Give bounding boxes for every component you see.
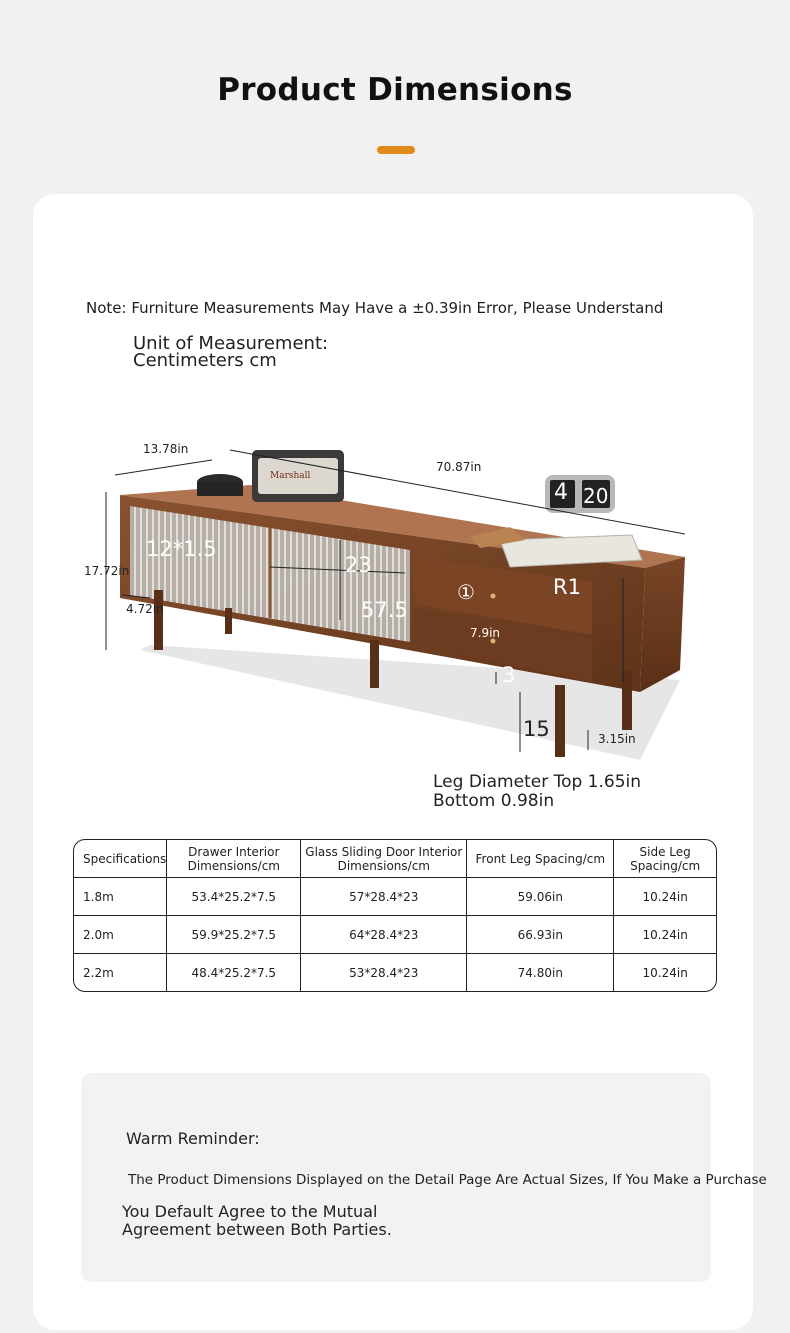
table-cell: 59.9*25.2*7.5: [167, 916, 301, 954]
cabinet-side: [640, 557, 685, 692]
leg-front-right: [555, 685, 565, 757]
leg-spacing-side-label: 4.72in: [126, 602, 164, 616]
warm-reminder-box: [81, 1073, 767, 1282]
header-side-leg-spacing: Side Leg Spacing/cm: [614, 840, 716, 878]
table-cell: 57*28.4*23: [301, 878, 467, 916]
reminder-title: Warm Reminder:: [126, 1129, 260, 1148]
table-cell: 10.24in: [614, 878, 716, 916]
door-height-label: 23: [345, 553, 372, 577]
specifications-table: [73, 839, 717, 992]
leg-diameter-note: [433, 773, 641, 811]
table-cell: 2.0m: [74, 916, 167, 954]
table-cell: 1.8m: [74, 878, 167, 916]
table-row: [74, 916, 716, 954]
table-header-row: [74, 840, 716, 878]
header-front-leg-spacing: Front Leg Spacing/cm: [467, 840, 614, 878]
table-row: [74, 878, 716, 916]
drawer-gap-label: 3: [502, 663, 516, 687]
unit-of-measurement: [133, 335, 328, 369]
svg-text:Marshall: Marshall: [270, 471, 311, 481]
unit-line-1: Unit of Measurement:: [133, 333, 329, 354]
title-accent-bar: [377, 146, 415, 154]
reminder-text-line-2a: You Default Agree to the Mutual: [122, 1202, 378, 1221]
leg-front-left: [154, 590, 163, 650]
clock-minute: 20: [583, 484, 609, 508]
table-cell: 10.24in: [642, 965, 688, 980]
leg-offset-label: 3.15in: [598, 732, 636, 746]
table-cell: 64*28.4*23: [301, 916, 467, 954]
table-cell: 74.80in: [467, 954, 614, 991]
tv-cabinet-dimension-figure: [80, 430, 720, 830]
height-label: 17.72in: [84, 564, 130, 578]
radius-label: R1: [553, 575, 581, 599]
table-row: [74, 954, 716, 991]
page-title: Product Dimensions: [217, 72, 573, 108]
depth-label: 13.78in: [143, 442, 189, 456]
tv-cabinet-illustration: [80, 430, 720, 830]
leg-height-label: 15: [523, 717, 550, 741]
width-label: 70.87in: [436, 460, 482, 474]
table-cell: 59.06in: [467, 878, 614, 916]
header-glass-door-interior: Glass Sliding Door Interior Dimensions/cm: [301, 840, 467, 878]
drawer-handle-label: 7.9in: [470, 626, 501, 640]
measurement-note: Note: Furniture Measurements May Have a ±0.39in Error, Please Understand: [86, 299, 664, 317]
leg-back-left: [225, 608, 232, 634]
door-handle-label: 12*1.5: [146, 537, 217, 561]
leg-note-line-1: Leg Diameter Top 1.65in: [433, 772, 642, 792]
leg-note-line-2: Bottom 0.98in: [433, 791, 555, 811]
reminder-text-line-1: The Product Dimensions Displayed on the Detail Page Are Actual Sizes, If You Make a Purchase: [128, 1172, 767, 1188]
clock-hour: 4: [554, 480, 568, 505]
header-drawer-interior: Drawer Interior Dimensions/cm: [167, 840, 301, 878]
table-cell: 48.4*25.2*7.5: [167, 954, 301, 991]
unit-line-2: Centimeters cm: [133, 350, 277, 371]
table-cell: 53*28.4*23: [301, 954, 467, 991]
door-width-label: 57.5: [361, 598, 408, 622]
table-cell: 66.93in: [467, 916, 614, 954]
table-cell: 53.4*25.2*7.5: [167, 878, 301, 916]
reminder-text-line-2b: Agreement between Both Parties.: [122, 1220, 392, 1239]
reminder-text-line-2: [122, 1203, 392, 1239]
table-cell: 2.2m: [74, 954, 167, 991]
table-cell: 10.24in: [614, 916, 716, 954]
header-specifications: Specifications: [74, 840, 167, 878]
drawer-marker: ①: [457, 580, 475, 604]
leg-middle: [370, 640, 379, 688]
